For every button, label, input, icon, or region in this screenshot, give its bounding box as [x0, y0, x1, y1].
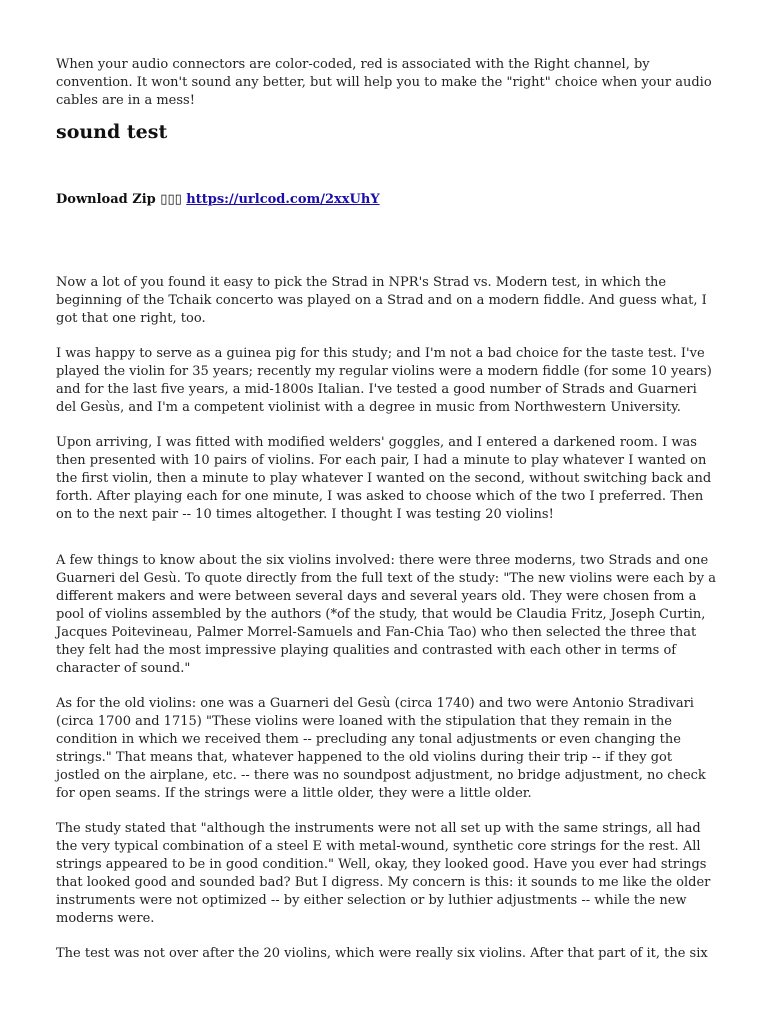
download-label: Download Zip — [56, 192, 156, 207]
body-paragraph-6: The study stated that "although the instruments were not all set up with the same strings, all had the very typical combination of a steel E with metal-wound, synthetic core strings for the rest. All strings appeared to be in good condition." Well, okay, they looked good. Have you ever had strings that looked good and sounded bad? But I digress. My concern is this: it sounds to me like the older instruments were not optimized -- by either selection or by luthier adjustments -- while the new moderns were. — [56, 821, 711, 926]
page-title: sound test — [56, 121, 168, 143]
body-paragraph-2: I was happy to serve as a guinea pig for this study; and I'm not a bad choice for the taste test. I've played the violin for 35 years; recently my regular violins were a modern fiddle (for some 10 years) and for the last five years, a mid-1800s Italian. I've tested a good number of Strads and Guarneri del Gesùs, and I'm a competent violinist with a degree in music from Northwestern University. — [56, 346, 712, 415]
download-arrow-icon: ▯▯▯ — [160, 192, 182, 207]
download-line — [56, 191, 718, 209]
body-paragraph-5: As for the old violins: one was a Guarneri del Gesù (circa 1740) and two were Antonio Stradivari (circa 1700 and 1715) "These violins were loaned with the stipulation that they remain in the condition in which we received them -- precluding any tonal adjustments or even changing the strings." That means that, whatever happened to the old violins during their trip -- if they got jostled on the airplane, etc. -- there was no soundpost adjustment, no bridge adjustment, no check for open seams. If the strings were a little older, they were a little older. — [56, 696, 706, 801]
download-link[interactable]: https://urlcod.com/2xxUhY — [186, 192, 380, 207]
body-paragraph-7: The test was not over after the 20 violins, which were really six violins. After that part of it, the six — [56, 946, 708, 961]
intro-paragraph: When your audio connectors are color-coded, red is associated with the Right channel, by convention. It won't sound any better, but will help you to make the "right" choice when your audio cables are in a mess! — [56, 57, 712, 108]
body-paragraph-1: Now a lot of you found it easy to pick the Strad in NPR's Strad vs. Modern test, in which the beginning of the Tchaik concerto was played on a Strad and on a modern fiddle. And guess what, I got that one right, too. — [56, 275, 707, 326]
body-paragraph-4: A few things to know about the six violins involved: there were three moderns, two Strads and one Guarneri del Gesù. To quote directly from the full text of the study: "The new violins were each by a different makers and were between several days and several years old. They were chosen from a pool of violins assembled by the authors (*of the study, that would be Claudia Fritz, Joseph Curtin, Jacques Poitevineau, Palmer Morrel-Samuels and Fan-Chia Tao) who then selected the three that they felt had the most impressive playing qualities and contrasted with each other in terms of character of sound." — [56, 553, 716, 676]
document-page — [56, 56, 718, 963]
body-paragraph-3: Upon arriving, I was fitted with modified welders' goggles, and I entered a darkened room. I was then presented with 10 pairs of violins. For each pair, I had a minute to play whatever I wanted on the first violin, then a minute to play whatever I wanted on the second, without switching back and forth. After playing each for one minute, I was asked to choose which of the two I preferred. Then on to the next pair -- 10 times altogether. I thought I was testing 20 violins! — [56, 435, 712, 522]
